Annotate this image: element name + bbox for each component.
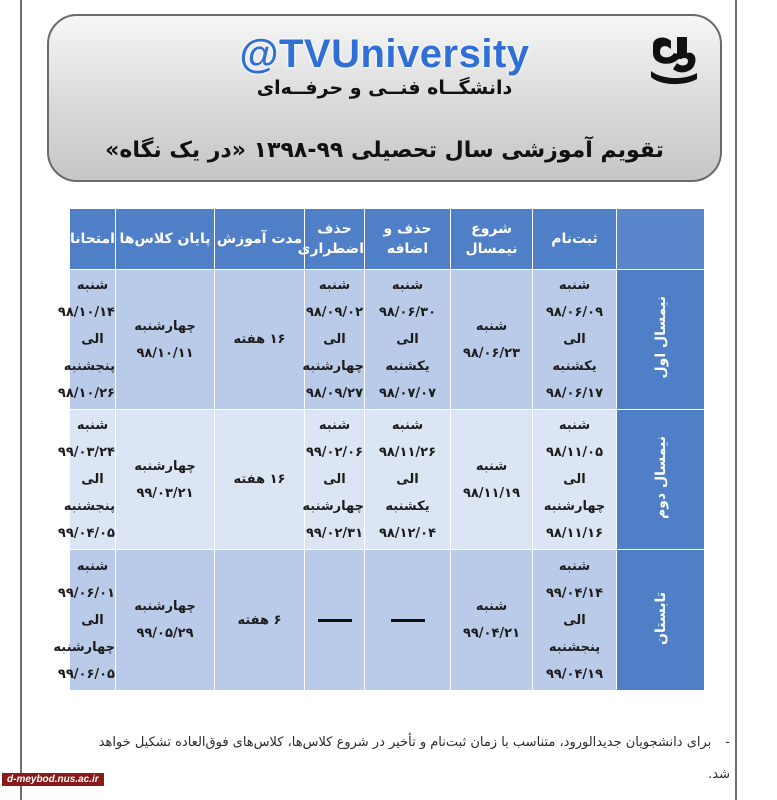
cell-line: یکشنبه bbox=[552, 359, 597, 374]
cell-line: ۹۸/۱۰/۱۱ bbox=[136, 345, 194, 361]
cell-exams bbox=[57, 270, 116, 410]
semester-label-cell bbox=[617, 550, 705, 691]
cell-line: شنبه bbox=[76, 558, 109, 574]
header-classes-end: پایان کلاس‌ها bbox=[116, 209, 215, 270]
cell-line: ۹۹/۰۶/۰۱ bbox=[57, 585, 115, 601]
cell-line: ۹۸/۱۲/۰۴ bbox=[378, 526, 437, 541]
cell-line: ۹۸/۰۹/۰۲ bbox=[305, 305, 364, 320]
cell-line: چهارشنبه bbox=[302, 499, 364, 514]
cell-line: ۹۹/۰۲/۰۶ bbox=[305, 445, 364, 460]
cell-registration bbox=[533, 270, 617, 410]
footnote-text: برای دانشجویان جدیدالورود، متناسب با زمان ثبت‌نام و تأخیر در شروع کلاس‌ها، کلاس‌های فوق‌العاده تشکیل خواهد شد. bbox=[98, 735, 730, 782]
cell-line: ۹۸/۱۱/۱۶ bbox=[545, 526, 604, 541]
semester-label-cell bbox=[617, 270, 705, 410]
header-add-drop: حذف و اضافه bbox=[365, 209, 451, 270]
cell-line: ۹۹/۰۳/۲۴ bbox=[57, 445, 115, 460]
header-emergency-drop: حذف اضطراری bbox=[305, 209, 365, 270]
cell-semester-start bbox=[451, 410, 533, 550]
semester-label: نیمسال اول bbox=[652, 296, 669, 379]
cell-line: ۹۹/۰۴/۲۱ bbox=[462, 626, 521, 641]
semester-label-cell bbox=[617, 410, 705, 550]
cell-line: ۹۹/۰۴/۱۹ bbox=[545, 666, 604, 682]
cell-line: پنجشنبه bbox=[63, 499, 115, 514]
cell-line: ۹۸/۰۹/۲۷ bbox=[305, 386, 364, 401]
footnote bbox=[80, 727, 730, 791]
cell-line: چهارشنبه bbox=[134, 599, 196, 614]
empty-dash bbox=[318, 619, 352, 622]
university-logo-icon bbox=[643, 31, 703, 87]
empty-dash bbox=[391, 619, 425, 622]
table-row bbox=[70, 410, 705, 550]
cell-value: ۱۶ هفته bbox=[233, 332, 286, 347]
cell-line: ۹۸/۱۱/۲۶ bbox=[378, 445, 437, 460]
cell-line: ۹۸/۱۰/۱۴ bbox=[57, 305, 115, 320]
cell-line: شنبه bbox=[391, 418, 424, 433]
cell-line: الی bbox=[323, 472, 346, 487]
cell-emergency-drop bbox=[302, 410, 365, 550]
cell-line: ۹۸/۰۶/۲۳ bbox=[462, 345, 521, 361]
header-exams: امتحانات bbox=[70, 209, 116, 270]
header-registration: ثبت‌نام bbox=[533, 209, 617, 270]
cell-line: الی bbox=[81, 332, 104, 347]
cell-classes-end bbox=[116, 410, 215, 550]
cell-line: شنبه bbox=[558, 418, 591, 433]
cell-line: ۹۸/۰۶/۳۰ bbox=[378, 305, 437, 320]
cell-registration bbox=[533, 550, 617, 691]
cell-value: ۱۶ هفته bbox=[233, 472, 286, 487]
cell-duration bbox=[215, 410, 305, 550]
cell-add-drop bbox=[365, 270, 451, 410]
cell-value: ۶ هفته bbox=[237, 612, 282, 628]
cell-duration bbox=[215, 270, 305, 410]
cell-registration bbox=[533, 410, 617, 550]
cell-line: ۹۸/۰۶/۰۹ bbox=[545, 305, 604, 320]
cell-line: الی bbox=[563, 612, 586, 628]
cell-line: الی bbox=[563, 472, 586, 487]
calendar-title: تقویم آموزشی سال تحصیلی ۹۹-۱۳۹۸ «در یک نگاه» bbox=[105, 138, 664, 163]
social-handle: @TVUniversity bbox=[239, 32, 530, 76]
cell-line: چهارشنبه bbox=[134, 318, 196, 334]
cell-line: شنبه bbox=[558, 558, 591, 574]
cell-line: یکشنبه bbox=[385, 359, 430, 374]
cell-line: شنبه bbox=[475, 318, 508, 334]
cell-line: الی bbox=[323, 332, 346, 347]
cell-line: شنبه bbox=[318, 278, 351, 293]
cell-line: الی bbox=[396, 472, 419, 487]
cell-add-drop bbox=[365, 410, 451, 550]
cell-add-drop bbox=[365, 550, 451, 691]
table-header-row bbox=[70, 209, 705, 270]
academic-calendar-table bbox=[53, 208, 705, 691]
cell-line: پنجشنبه bbox=[548, 639, 601, 655]
cell-line: چهارشنبه bbox=[543, 499, 606, 514]
cell-line: شنبه bbox=[76, 278, 109, 293]
cell-line: پنجشنبه bbox=[63, 359, 115, 374]
cell-line: ۹۹/۰۲/۳۱ bbox=[305, 526, 364, 541]
header-semester-start: شروع نیمسال bbox=[451, 209, 533, 270]
cell-line: شنبه bbox=[318, 418, 351, 433]
cell-line: شنبه bbox=[558, 278, 591, 293]
cell-line: ۹۹/۰۳/۲۱ bbox=[136, 485, 194, 501]
cell-line: ۹۹/۰۵/۲۹ bbox=[136, 626, 194, 641]
cell-line: ۹۸/۱۱/۱۹ bbox=[462, 485, 521, 501]
cell-semester-start bbox=[451, 270, 533, 410]
table-row bbox=[70, 270, 705, 410]
cell-line: چهارشنبه bbox=[53, 639, 115, 655]
source-watermark: d-meybod.nus.ac.ir bbox=[2, 773, 104, 786]
cell-line: شنبه bbox=[76, 418, 109, 433]
cell-line: چهارشنبه bbox=[134, 458, 196, 474]
cell-line: ۹۸/۰۷/۰۷ bbox=[378, 386, 437, 401]
cell-line: ۹۸/۱۱/۰۵ bbox=[545, 445, 604, 460]
semester-label: تابستان bbox=[652, 591, 669, 645]
cell-line: شنبه bbox=[391, 278, 424, 293]
cell-line: ۹۹/۰۶/۰۵ bbox=[57, 666, 115, 682]
cell-semester-start bbox=[451, 550, 533, 691]
cell-line: شنبه bbox=[475, 458, 508, 474]
cell-emergency-drop bbox=[305, 550, 365, 691]
cell-line: الی bbox=[396, 332, 419, 347]
cell-line: ۹۹/۰۴/۰۵ bbox=[57, 526, 115, 541]
university-name: دانشگــاه فنــی و حرفــه‌ای bbox=[256, 77, 513, 99]
cell-line: یکشنبه bbox=[385, 499, 430, 514]
cell-exams bbox=[53, 550, 116, 691]
cell-emergency-drop bbox=[302, 270, 365, 410]
cell-line: الی bbox=[563, 332, 586, 347]
cell-line: الی bbox=[81, 472, 104, 487]
footnote-bullet: - bbox=[725, 735, 730, 750]
cell-duration bbox=[215, 550, 305, 691]
cell-line: ۹۸/۰۶/۱۷ bbox=[545, 386, 604, 401]
cell-line: ۹۹/۰۴/۱۴ bbox=[545, 585, 604, 601]
header-duration: مدت آموزش bbox=[215, 209, 305, 270]
title-banner bbox=[47, 14, 722, 182]
cell-classes-end bbox=[116, 270, 215, 410]
cell-line: چهارشنبه bbox=[302, 359, 364, 374]
semester-label: نیمسال دوم bbox=[652, 435, 669, 520]
cell-line: شنبه bbox=[475, 599, 508, 614]
corner-cell bbox=[617, 209, 705, 270]
cell-line: ۹۸/۱۰/۲۶ bbox=[57, 386, 115, 401]
cell-line: الی bbox=[81, 612, 104, 628]
cell-exams bbox=[57, 410, 116, 550]
cell-classes-end bbox=[116, 550, 215, 691]
table-row bbox=[70, 550, 705, 691]
